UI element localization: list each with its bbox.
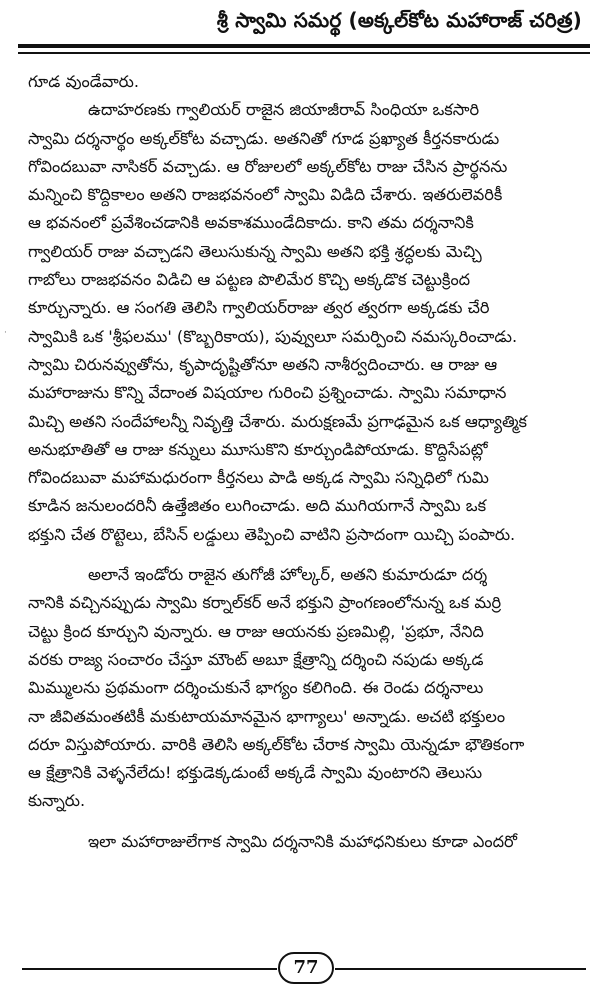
page-footer (0, 952, 600, 986)
text-line: కున్నారు. (28, 791, 86, 811)
text-line: భక్తుని చేత రొట్టెలు, బేసిన్ లడ్డులు తెప్పించి వాటిని ప్రసాదంగా యిచ్చి పంపారు. (28, 524, 516, 544)
footer-rule-right (335, 968, 586, 970)
text-line: మహారాజును కొన్ని వేదాంత విషయాల గురించి ప్రశ్నించాడు. స్వామి సమాధాన (28, 383, 507, 403)
margin-mark: · (4, 328, 7, 338)
text-line: స్వామికి ఒక 'శ్రీఫలము' (కొబ్బరికాయ), పువ్వులూ సమర్పించి నమస్కరించాడు. (28, 326, 518, 346)
text-line: కూర్చున్నారు. ఆ సంగతి తెలిసి గ్వాలియర్‌రాజు త్వర త్వరగా అక్కడకు చేరి (28, 298, 490, 318)
text-line: గోవిందబువా మహామధురంగా కీర్తనలు పాడి అక్కడ స్వామి సన్నిధిలో గుమి (28, 468, 489, 488)
text-line: గోవిందబువా నాసికర్ వచ్చాడు. ఆ రోజులలో అక్కల్‌కోట రాజు చేసిన ప్రార్థనను (28, 156, 508, 176)
text-line: స్వామి దర్శనార్థం అక్కల్‌కోట వచ్చాడు. అతనితో గూడ ప్రఖ్యాత కీర్తనకారుడు (28, 128, 500, 148)
text-line: ఆ భవనంలో ప్రవేశించడానికి అవకాశముండేదికాదు. కాని తమ దర్శనానికి (28, 213, 474, 233)
header-rule-thin (18, 52, 590, 54)
text-line: మిచ్చి అతని సందేహాలన్నీ నివృత్తి చేశారు. మరుక్షణమే ప్రగాఢమైన ఒక ఆధ్యాత్మిక (28, 411, 527, 431)
text-line: వరకు రాజ్య సంచారం చేస్తూ మౌంట్ అబూ క్షేత్రాన్ని దర్శించి నపుడు అక్కడ (28, 649, 484, 669)
text-line: మన్నించి కొద్దికాలం అతని రాజభవనంలో స్వామి విడిది చేశారు. ఇతరులెవరికీ (28, 185, 503, 205)
text-line: ఉదాహరణకు గ్వాలియర్ రాజైన జియాజీరావ్ సింధియా ఒకసారి (88, 100, 480, 120)
page-number: 77 (278, 952, 334, 984)
text-line: ఇలా మహారాజులేగాక స్వామి దర్శనానికి మహాధనికులు కూడా ఎందరో (88, 831, 518, 851)
text-line: స్వామి చిరునవ్వుతోను, కృపాదృష్టితోనూ అతని నాశీర్వదించారు. ఆ రాజు ఆ (28, 354, 498, 374)
text-line: అలానే ఇండోరు రాజైన తుగోజీ హోల్కర్, అతని కుమారుడూ దర్శ (88, 565, 488, 585)
text-line: అనుభూతితో ఆ రాజు కన్నులు మూసుకొని కూర్చుండిపోయాడు. కొద్దిసేపట్లో (28, 439, 488, 459)
text-line: గూడ వుండేవారు. (28, 72, 140, 91)
footer-rule-left (22, 968, 277, 970)
text-line: గ్వాలియర్ రాజు వచ్చాడని తెలుసుకున్న స్వామి అతని భక్తి శ్రద్ధలకు మెచ్చి (28, 241, 482, 261)
paragraph-gap (28, 816, 586, 828)
body-text (28, 68, 586, 856)
text-line: కూడిన జనులందరినీ ఉత్తేజితం లుగించాడు. అది ముగియగానే స్వామి ఒక (28, 496, 487, 516)
text-line: దరూ విస్తుపోయారు. వారికి తెలిసి అక్కల్‌కోట చేరాక స్వామి యెన్నడూ భౌతికంగా (28, 734, 525, 754)
text-line: మిమ్ములను ప్రథమంగా దర్శించుకునే భాగ్యం కలిగింది. ఈ రెండు దర్శనాలు (28, 678, 484, 698)
text-line: నా జీవితమంతటికీ మకుటాయమానమైన భాగ్యాలు' అన్నాడు. అచటి భక్తులం (28, 706, 506, 726)
text-line: నానికి వచ్చినప్పుడు స్వామి కర్నాల్‌కర్ అనే భక్తుని ప్రాంగణంలోనున్న ఒక మర్రి (28, 593, 502, 613)
text-line: గాబోలు రాజభవనం విడిచి ఆ పట్టణ పొలిమేర కొచ్చి అక్కడొక చెట్టుక్రింద (28, 270, 471, 290)
page-header (18, 0, 590, 60)
header-rule-thick (18, 44, 590, 48)
paragraph-gap (28, 549, 586, 561)
book-title: శ్రీ స్వామి సమర్థ (అక్కల్‌కోట మహారాజ్ చరిత్ర) (216, 8, 582, 32)
text-line: ఆ క్షేత్రానికి వెళ్ళనేలేదు! భక్తుడెక్కడుంటే అక్కడే స్వామి వుంటారని తెలుసు (28, 763, 483, 783)
text-line: చెట్టు క్రింద కూర్చుని వున్నారు. ఆ రాజు ఆయనకు ప్రణమిల్లి, 'ప్రభూ, నేనిది (28, 621, 484, 641)
